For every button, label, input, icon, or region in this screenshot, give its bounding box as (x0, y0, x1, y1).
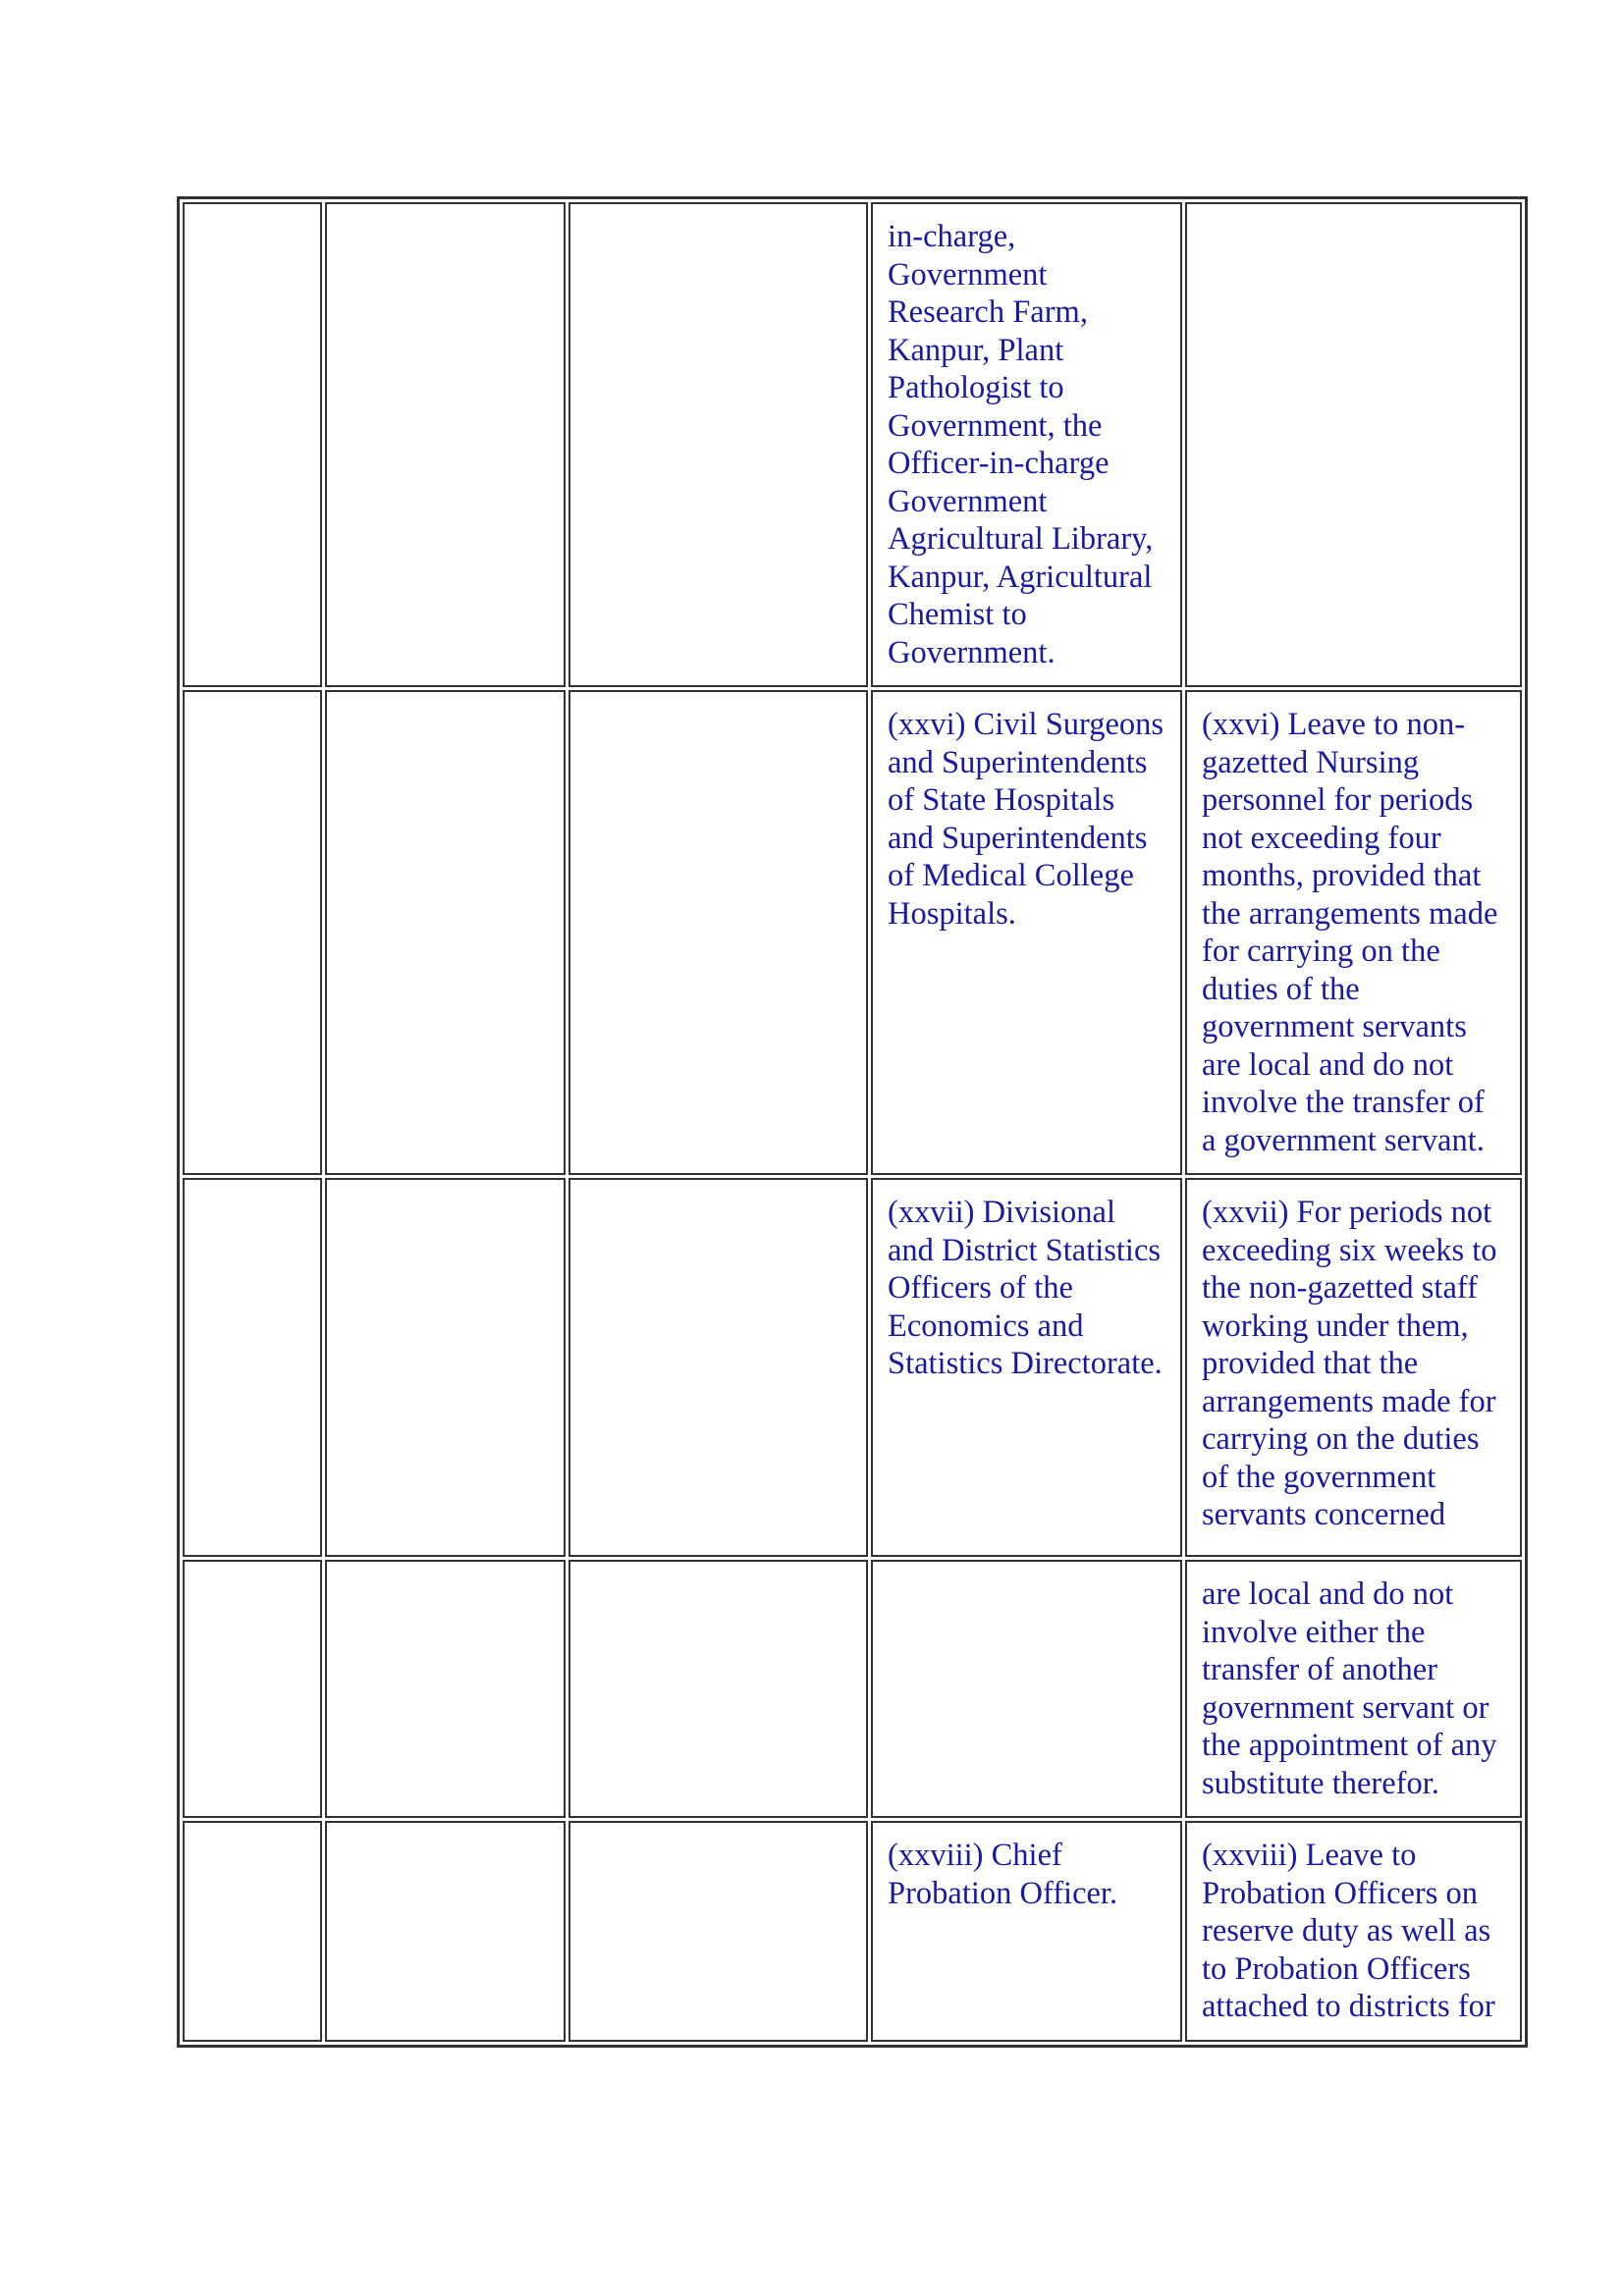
table-cell-empty (183, 1178, 322, 1557)
extent-of-power-cell: (xxvii) For periods not exceeding six weeks to the non-gazetted staff working under them, provided that the arrangements made for carrying on the duties of the government servants concerned (1185, 1178, 1522, 1557)
authority-cell (871, 1560, 1182, 1818)
extent-of-power-cell: (xxviii) Leave to Probation Officers on reserve duty as well as to Probation Officers attached to districts for (1185, 1821, 1522, 2042)
extent-of-power-cell: (xxvi) Leave to non-gazetted Nursing personnel for periods not exceeding four months, provided that the arrangements made for carrying on the duties of the government servants are local and do not involve the transfer of a government servant. (1185, 690, 1522, 1175)
table-cell-empty (183, 1560, 322, 1818)
table-cell-empty (568, 202, 868, 687)
table-row (183, 1560, 1522, 1818)
table-cell-empty (183, 202, 322, 687)
table-cell-empty (325, 1560, 566, 1818)
table-row (183, 202, 1522, 687)
extent-of-power-cell: are local and do not involve either the transfer of another government servant or the appointment of any substitute therefor. (1185, 1560, 1522, 1818)
table-cell-empty (568, 690, 868, 1175)
table-cell-empty (568, 1560, 868, 1818)
delegation-table (177, 196, 1528, 2048)
table-cell-empty (183, 1821, 322, 2042)
authority-cell: in-charge, Government Research Farm, Kanpur, Plant Pathologist to Government, the Officer-in-charge Government Agricultural Library, Kanpur, Agricultural Chemist to Government. (871, 202, 1182, 687)
authority-cell: (xxvi) Civil Surgeons and Superintendents of State Hospitals and Superintendents of Medical College Hospitals. (871, 690, 1182, 1175)
table-cell-empty (325, 1821, 566, 2042)
table-row (183, 690, 1522, 1175)
authority-cell: (xxviii) Chief Probation Officer. (871, 1821, 1182, 2042)
table-cell-empty (325, 690, 566, 1175)
table-cell-empty (325, 202, 566, 687)
table-cell-empty (568, 1821, 868, 2042)
table-cell-empty (325, 1178, 566, 1557)
extent-of-power-cell (1185, 202, 1522, 687)
authority-cell: (xxvii) Divisional and District Statistics Officers of the Economics and Statistics Directorate. (871, 1178, 1182, 1557)
table-row (183, 1178, 1522, 1557)
table-cell-empty (568, 1178, 868, 1557)
table-cell-empty (183, 690, 322, 1175)
table-row (183, 1821, 1522, 2042)
